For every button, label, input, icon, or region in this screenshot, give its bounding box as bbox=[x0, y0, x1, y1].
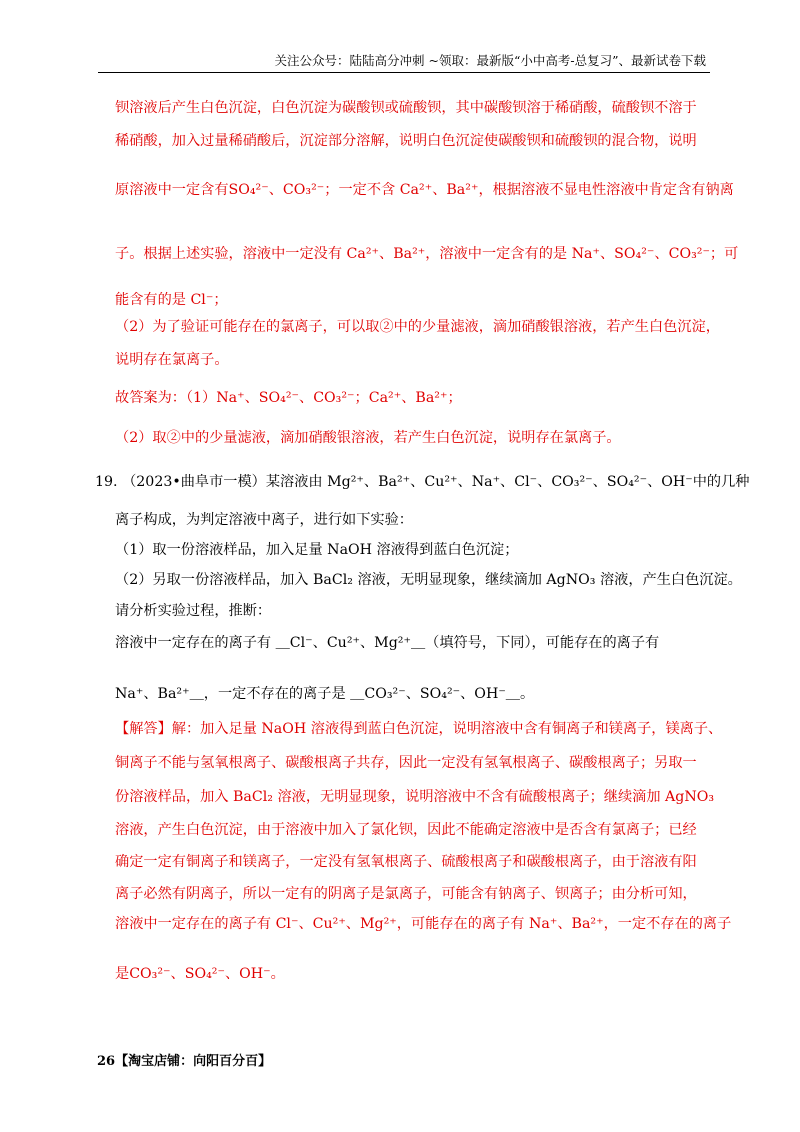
text-line: 能含有的是 Cl⁻； bbox=[115, 292, 228, 308]
text-line: 子。根据上述实验，溶液中一定没有 Ca²⁺、Ba²⁺，溶液中一定含有的是 Na⁺、SO₄²⁻、CO₃²⁻；可 bbox=[115, 246, 739, 262]
answer-line-1: 故答案为：（1）Na⁺、SO₄²⁻、CO₃²⁻；Ca²⁺、Ba²⁺； bbox=[115, 390, 462, 406]
page-header bbox=[98, 52, 710, 73]
solution-line: 份溶液样品，加入 BaCl₂ 溶液，无明显现象，说明溶液中不含有硫酸根离子；继续滴加 AgNO₃ bbox=[115, 789, 715, 805]
solution-line: 铜离子不能与氢氧根离子、碳酸根离子共存，因此一定没有氢氧根离子、碳酸根离子；另取一 bbox=[115, 755, 697, 771]
text-line: （2）为了验证可能存在的氯离子，可以取②中的少量滤液，滴加硝酸银溶液，若产生白色沉淀， bbox=[115, 319, 720, 335]
solution-line: 确定一定有铜离子和镁离子，一定没有氢氧根离子、硫酸根离子和碳酸根离子，由于溶液有阳 bbox=[115, 854, 697, 870]
text-line: 说明存在氯离子。 bbox=[115, 352, 229, 368]
solution-line: 溶液中一定存在的离子有 Cl⁻、Cu²⁺、Mg²⁺，可能存在的离子有 Na⁺、Ba²⁺，一定不存在的离子 bbox=[115, 916, 732, 932]
solution-line: 离子必然有阴离子，所以一定有的阴离子是氯离子，可能含有钠离子、钡离子；由分析可知， bbox=[115, 886, 697, 902]
blank-line-1: 溶液中一定存在的离子有 ＿Cl⁻、Cu²⁺、Mg²⁺＿（填符号，下同），可能存在的离子有 bbox=[115, 635, 660, 651]
text-line: 稀硝酸，加入过量稀硝酸后，沉淀部分溶解，说明白色沉淀使碳酸钡和硫酸钡的混合物，说明 bbox=[115, 133, 697, 149]
solution-line: 是CO₃²⁻、SO₄²⁻、OH⁻。 bbox=[115, 966, 285, 982]
text-line: 请分析实验过程，推断： bbox=[115, 603, 272, 619]
solution-line: 【解答】解：加入足量 NaOH 溶液得到蓝白色沉淀，说明溶液中含有铜离子和镁离子，镁离子、 bbox=[115, 721, 723, 737]
header-text: 关注公众号：陆陆高分冲刺 ~领取：最新版“小中高考-总复习”、最新试卷下载 bbox=[274, 53, 706, 68]
text-line: （1）取一份溶液样品，加入足量 NaOH 溶液得到蓝白色沉淀； bbox=[115, 542, 519, 558]
answer-line-2: （2）取②中的少量滤液，滴加硝酸银溶液，若产生白色沉淀，说明存在氯离子。 bbox=[115, 430, 621, 446]
text-line: 原溶液中一定含有SO₄²⁻、CO₃²⁻；一定不含 Ca²⁺、Ba²⁺，根据溶液不显电性溶液中肯定含有钠离 bbox=[115, 182, 734, 198]
text-line: 离子构成，为判定溶液中离子，进行如下实验： bbox=[115, 512, 413, 528]
text-line: 钡溶液后产生白色沉淀，白色沉淀为碳酸钡或硫酸钡，其中碳酸钡溶于稀硝酸，硫酸钡不溶于 bbox=[115, 100, 697, 116]
page-footer: 26【淘宝店铺：向阳百分百】 bbox=[97, 1054, 272, 1069]
text-line: （2）另取一份溶液样品，加入 BaCl₂ 溶液，无明显现象，继续滴加 AgNO₃ 溶液，产生白色沉淀。 bbox=[115, 572, 742, 588]
blank-line-2: Na⁺、Ba²⁺＿，一定不存在的离子是 ＿CO₃²⁻、SO₄²⁻、OH⁻＿。 bbox=[115, 686, 535, 702]
solution-line: 溶液，产生白色沉淀，由于溶液中加入了氯化钡，因此不能确定溶液中是否含有氯离子；已经 bbox=[115, 822, 697, 838]
question-19-stem: 19. （2023•曲阜市一模）某溶液由 Mg²⁺、Ba²⁺、Cu²⁺、Na⁺、Cl⁻、CO₃²⁻、SO₄²⁻、OH⁻中的几种 bbox=[95, 474, 750, 490]
